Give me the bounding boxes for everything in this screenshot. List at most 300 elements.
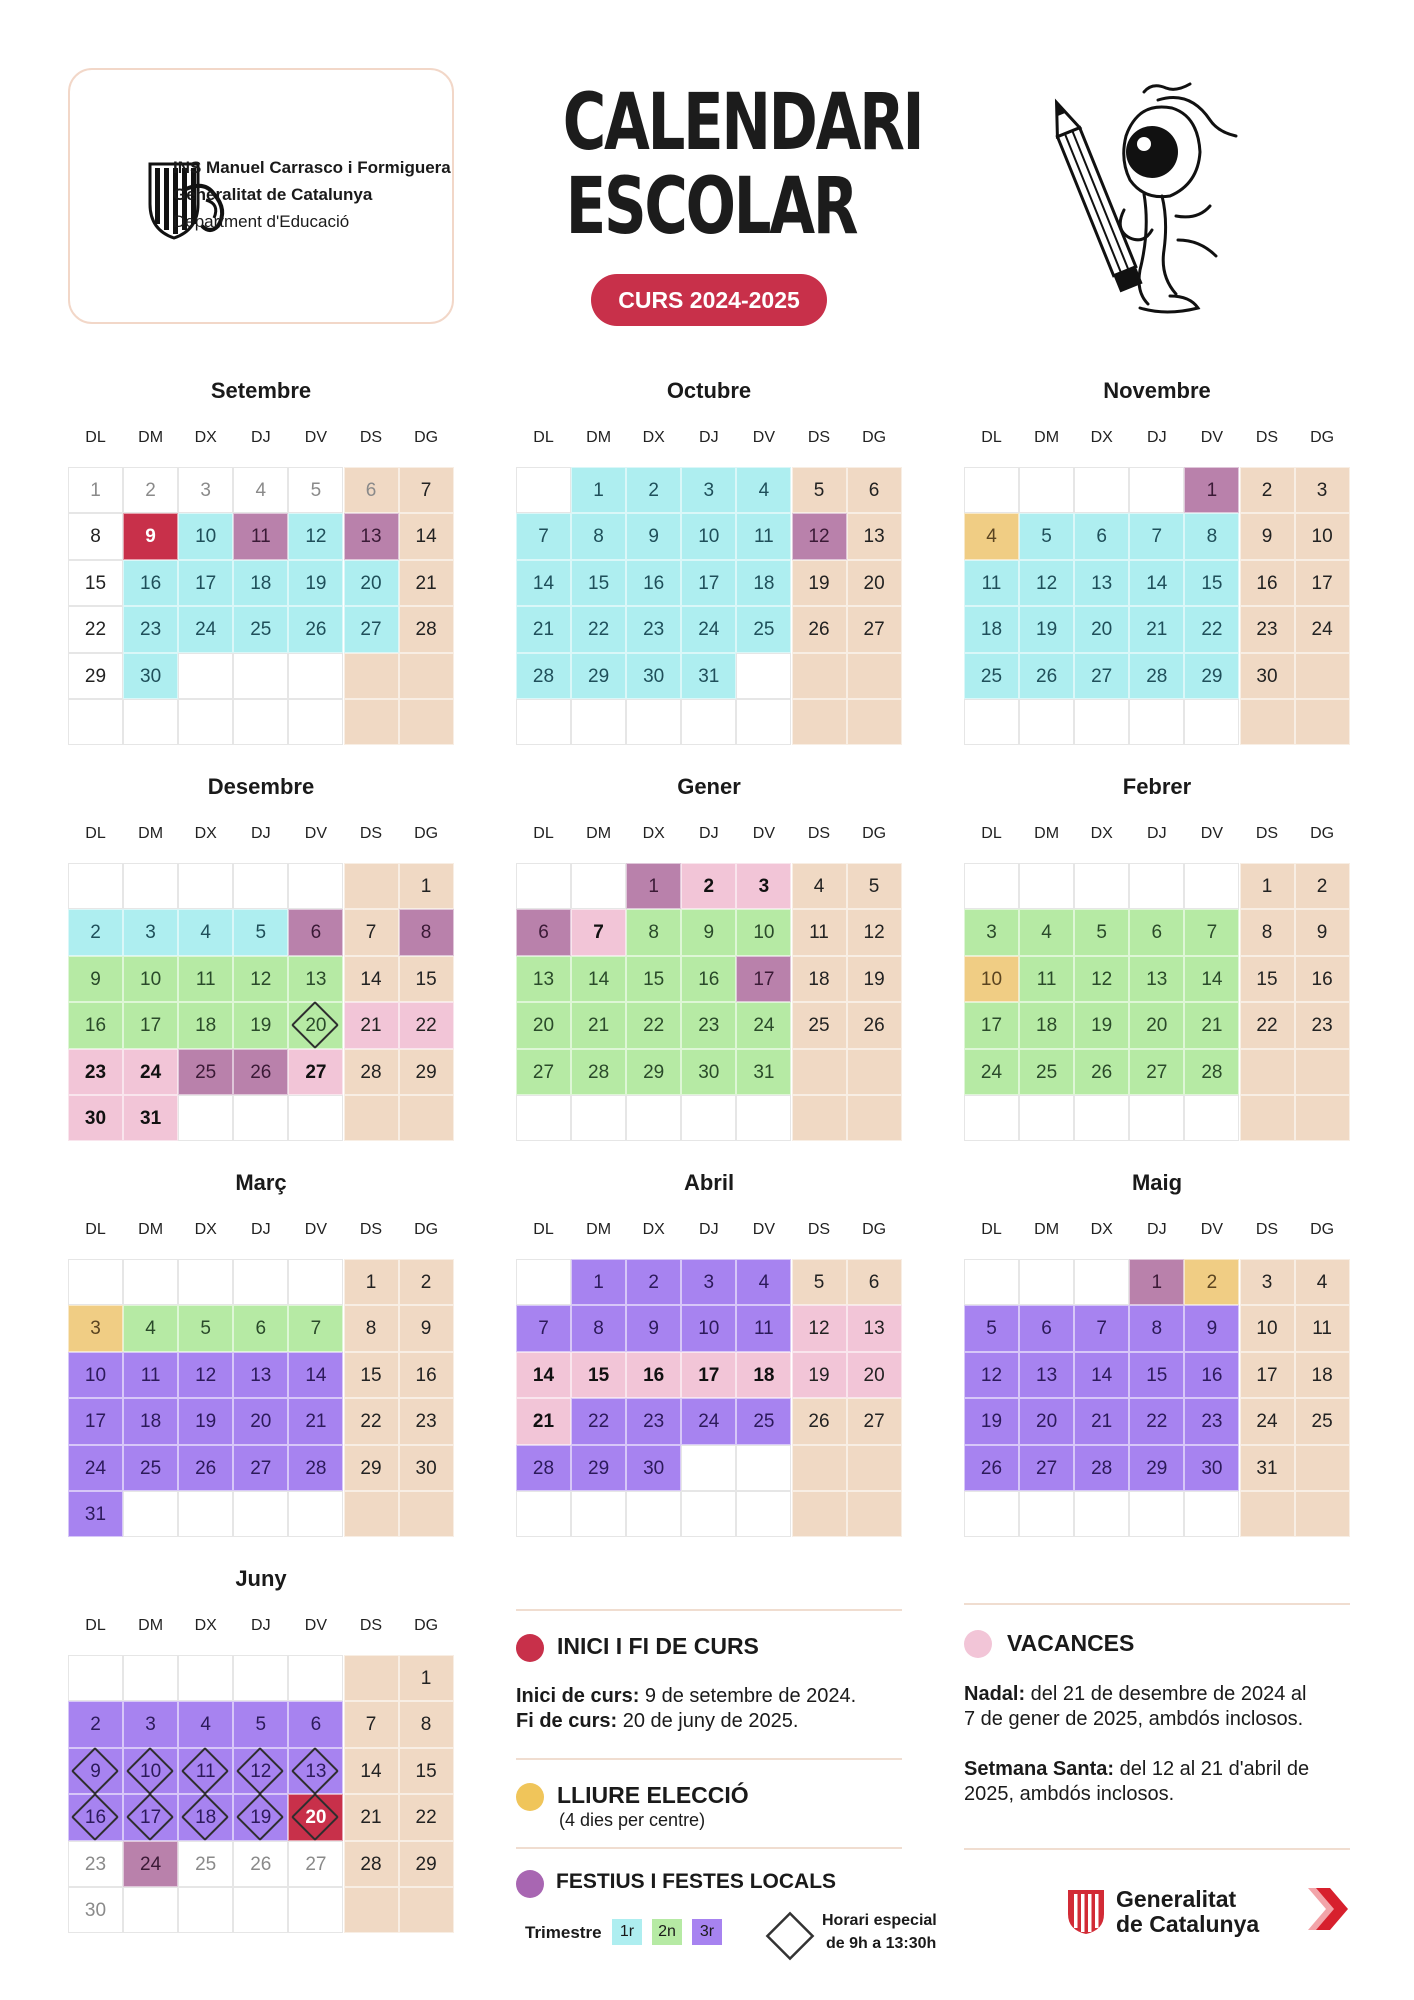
weekday-label: DJ	[699, 1221, 719, 1238]
day-cell	[571, 1305, 626, 1351]
day-cell	[68, 1887, 123, 1933]
day-cell	[571, 560, 626, 606]
day-number: 24	[1311, 619, 1333, 641]
day-number: 13	[360, 526, 382, 548]
day-cell	[344, 1398, 399, 1444]
weekday-label: DV	[752, 429, 775, 446]
day-number: 17	[1256, 1364, 1278, 1386]
weekday-label: DL	[981, 1221, 1002, 1238]
day-cell	[68, 653, 123, 699]
day-number: 27	[305, 1853, 327, 1875]
santa-line1	[964, 1757, 1309, 1782]
day-number: 12	[195, 1364, 217, 1386]
inici-value: 9 de setembre de 2024.	[639, 1685, 857, 1707]
empty-cell	[1129, 1095, 1184, 1141]
day-cell	[1074, 1352, 1129, 1398]
day-number: 18	[980, 619, 1003, 641]
day-number: 7	[593, 922, 604, 944]
day-cell	[847, 560, 902, 606]
day-number: 22	[643, 1015, 665, 1037]
day-number: 8	[1206, 526, 1218, 548]
day-cell	[68, 1049, 123, 1095]
day-number: 23	[84, 1853, 107, 1875]
empty-cell	[792, 1049, 847, 1095]
day-number: 20	[1036, 1411, 1058, 1433]
day-cell	[1184, 606, 1239, 652]
day-number: 21	[1201, 1015, 1223, 1037]
day-number: 11	[1036, 968, 1057, 990]
empty-cell	[233, 1095, 288, 1141]
day-number: 3	[758, 876, 770, 897]
day-number: 14	[360, 1760, 382, 1782]
empty-cell	[399, 699, 454, 745]
day-number: 1	[648, 876, 659, 897]
day-number: 6	[1096, 526, 1107, 548]
day-cell	[68, 513, 123, 559]
day-cell	[1240, 467, 1295, 513]
day-number: 31	[84, 1504, 107, 1525]
day-number: 30	[84, 1108, 107, 1129]
day-cell	[626, 956, 681, 1002]
day-number: 5	[255, 922, 267, 944]
empty-cell	[516, 1491, 571, 1537]
santa-value: del 12 al 21 d'abril de	[1114, 1758, 1310, 1780]
day-cell	[399, 467, 454, 513]
day-cell	[1019, 560, 1074, 606]
day-cell	[1184, 467, 1239, 513]
day-number: 18	[140, 1411, 162, 1433]
day-cell	[123, 1841, 178, 1887]
day-cell	[399, 1352, 454, 1398]
day-cell	[1129, 653, 1184, 699]
day-number: 14	[360, 968, 382, 990]
day-number: 10	[195, 526, 217, 548]
day-cell	[1019, 606, 1074, 652]
day-cell	[626, 1352, 681, 1398]
day-cell	[68, 560, 123, 606]
empty-cell	[1184, 1491, 1239, 1537]
day-number: 20	[305, 1015, 327, 1037]
day-cell	[681, 1305, 736, 1351]
day-number: 24	[84, 1457, 107, 1479]
day-cell	[68, 1095, 123, 1141]
day-number: 13	[250, 1364, 272, 1386]
day-number: 11	[195, 1760, 216, 1782]
weekday-label: DG	[414, 825, 439, 842]
day-number: 3	[703, 480, 715, 501]
day-cell	[1184, 560, 1239, 606]
day-number: 6	[868, 480, 880, 501]
day-number: 25	[250, 619, 272, 641]
day-cell	[233, 1701, 288, 1747]
day-cell	[626, 513, 681, 559]
month-title: Novembre	[1103, 378, 1211, 403]
day-cell	[399, 1655, 454, 1701]
day-cell	[123, 956, 178, 1002]
day-number: 22	[588, 619, 610, 641]
empty-cell	[964, 699, 1019, 745]
day-cell	[123, 909, 178, 955]
empty-cell	[288, 653, 343, 699]
day-number: 26	[863, 1015, 885, 1037]
day-number: 30	[1201, 1457, 1223, 1479]
day-cell	[516, 1445, 571, 1491]
weekday-label: DL	[85, 825, 106, 842]
weekday-label: DS	[807, 825, 831, 842]
day-cell	[571, 1049, 626, 1095]
day-number: 18	[753, 1364, 775, 1386]
day-cell	[1240, 606, 1295, 652]
day-number: 16	[415, 1364, 437, 1386]
day-number: 15	[588, 1364, 610, 1386]
day-cell	[178, 1002, 233, 1048]
day-cell	[68, 1398, 123, 1444]
day-cell	[1019, 1398, 1074, 1444]
day-number: 13	[863, 1318, 885, 1340]
day-number: 25	[753, 1411, 775, 1433]
day-number: 28	[305, 1457, 327, 1479]
day-cell	[288, 1049, 343, 1095]
day-number: 20	[532, 1015, 555, 1037]
day-number: 29	[588, 1457, 610, 1479]
day-number: 4	[145, 1318, 156, 1340]
day-number: 27	[360, 619, 382, 641]
day-cell	[344, 1002, 399, 1048]
day-number: 6	[365, 480, 377, 501]
page-title-line1: CALENDARI	[562, 78, 923, 168]
day-number: 5	[200, 1318, 211, 1340]
generalitat-logo-icon	[1066, 1888, 1106, 1936]
day-cell	[344, 1794, 399, 1840]
day-cell	[1184, 1305, 1239, 1351]
day-cell	[123, 1701, 178, 1747]
day-number: 13	[1091, 572, 1113, 594]
day-cell	[288, 1794, 343, 1840]
day-cell	[681, 1398, 736, 1444]
weekday-label: DM	[138, 429, 164, 446]
day-cell	[736, 467, 791, 513]
day-cell	[847, 1002, 902, 1048]
empty-cell	[516, 1095, 571, 1141]
day-cell	[516, 1002, 571, 1048]
weekday-label: DM	[1034, 1221, 1060, 1238]
day-number: 17	[84, 1411, 107, 1433]
day-number: 11	[754, 526, 774, 548]
day-cell	[178, 1445, 233, 1491]
empty-cell	[681, 1445, 736, 1491]
day-number: 21	[532, 1411, 555, 1433]
day-number: 17	[980, 1015, 1003, 1037]
day-number: 31	[698, 665, 720, 687]
day-cell	[1295, 467, 1350, 513]
day-cell	[626, 606, 681, 652]
day-number: 14	[532, 1364, 555, 1386]
weekday-label: DS	[1255, 1221, 1279, 1238]
day-number: 18	[753, 572, 775, 594]
day-number: 20	[250, 1411, 272, 1433]
empty-cell	[344, 653, 399, 699]
empty-cell	[1240, 1095, 1295, 1141]
day-number: 6	[1041, 1318, 1052, 1340]
day-cell	[792, 513, 847, 559]
day-cell	[1129, 1305, 1184, 1351]
weekday-label: DJ	[251, 1617, 271, 1634]
day-cell	[626, 909, 681, 955]
day-number: 28	[532, 665, 555, 687]
day-cell	[399, 863, 454, 909]
weekday-label: DM	[586, 1221, 612, 1238]
day-number: 7	[538, 1318, 549, 1340]
day-number: 16	[84, 1807, 107, 1829]
empty-cell	[178, 699, 233, 745]
empty-cell	[1019, 467, 1074, 513]
day-cell	[288, 513, 343, 559]
day-number: 24	[1256, 1411, 1278, 1433]
day-cell	[344, 467, 399, 513]
festius-dot-icon	[516, 1870, 544, 1898]
empty-cell	[233, 863, 288, 909]
weekday-label: DL	[85, 1617, 106, 1634]
day-cell	[792, 467, 847, 513]
day-number: 24	[140, 1061, 162, 1083]
day-number: 2	[648, 1272, 659, 1293]
day-number: 17	[140, 1807, 162, 1829]
empty-cell	[626, 699, 681, 745]
day-number: 9	[648, 1318, 659, 1340]
day-number: 7	[365, 1714, 377, 1736]
day-cell	[123, 1305, 178, 1351]
weekday-label: DX	[1090, 825, 1113, 842]
day-cell	[123, 1445, 178, 1491]
day-number: 21	[415, 572, 437, 594]
day-number: 6	[1151, 922, 1163, 944]
empty-cell	[1019, 863, 1074, 909]
day-cell	[288, 1748, 343, 1794]
day-number: 19	[808, 572, 830, 594]
day-number: 12	[1091, 968, 1113, 990]
day-cell	[1295, 909, 1350, 955]
month-title: Juny	[235, 1566, 287, 1591]
weekday-label: DS	[1255, 429, 1279, 446]
month-title: Abril	[683, 1170, 735, 1195]
day-cell	[964, 1305, 1019, 1351]
inici-label: Inici de curs:	[516, 1685, 640, 1707]
weekday-label: DM	[138, 1221, 164, 1238]
day-cell	[1019, 1352, 1074, 1398]
day-cell	[571, 1445, 626, 1491]
day-cell	[1129, 1002, 1184, 1048]
day-cell	[288, 606, 343, 652]
weekday-label: DV	[304, 429, 327, 446]
empty-cell	[1074, 699, 1129, 745]
empty-cell	[68, 1259, 123, 1305]
day-cell	[123, 513, 178, 559]
day-number: 1	[1206, 480, 1218, 501]
day-number: 8	[90, 526, 101, 548]
empty-cell	[68, 699, 123, 745]
day-cell	[736, 513, 791, 559]
day-number: 25	[1036, 1061, 1058, 1083]
day-cell	[964, 1049, 1019, 1095]
day-number: 14	[532, 572, 555, 594]
day-cell	[288, 1445, 343, 1491]
weekday-label: DL	[533, 825, 554, 842]
empty-cell	[123, 863, 178, 909]
day-number: 11	[981, 572, 1002, 594]
day-cell	[178, 1049, 233, 1095]
day-cell	[344, 1259, 399, 1305]
empty-cell	[792, 699, 847, 745]
day-number: 27	[305, 1061, 327, 1083]
day-cell	[847, 1259, 902, 1305]
weekday-label: DX	[194, 429, 217, 446]
weekday-label: DG	[1310, 429, 1335, 446]
day-number: 20	[1091, 619, 1113, 641]
day-cell	[626, 653, 681, 699]
day-cell	[288, 560, 343, 606]
day-cell	[681, 863, 736, 909]
day-number: 14	[588, 968, 610, 990]
day-cell	[1295, 513, 1350, 559]
day-number: 15	[84, 572, 107, 594]
day-cell	[1184, 653, 1239, 699]
day-number: 16	[1311, 968, 1333, 990]
tri-3-chip: 3r	[692, 1919, 722, 1945]
day-number: 26	[305, 619, 327, 641]
day-cell	[1240, 1398, 1295, 1444]
day-cell	[626, 467, 681, 513]
day-number: 21	[1091, 1411, 1113, 1433]
day-number: 4	[1041, 922, 1052, 944]
empty-cell	[1240, 1049, 1295, 1095]
empty-cell	[344, 1095, 399, 1141]
weekday-label: DJ	[251, 825, 271, 842]
day-cell	[344, 1305, 399, 1351]
day-number: 23	[1311, 1015, 1333, 1037]
day-number: 23	[643, 1411, 665, 1433]
day-cell	[516, 1398, 571, 1444]
weekday-label: DL	[981, 825, 1002, 842]
day-cell	[399, 1305, 454, 1351]
day-number: 27	[1146, 1061, 1168, 1083]
day-cell	[626, 1398, 681, 1444]
weekday-label: DG	[862, 1221, 887, 1238]
day-cell	[233, 956, 288, 1002]
day-number: 27	[1036, 1457, 1058, 1479]
empty-cell	[1240, 1491, 1295, 1537]
empty-cell	[1129, 467, 1184, 513]
day-cell	[1240, 560, 1295, 606]
day-number: 28	[1201, 1061, 1223, 1083]
day-cell	[1019, 1049, 1074, 1095]
day-number: 23	[415, 1411, 437, 1433]
day-number: 2	[648, 480, 659, 501]
day-cell	[847, 467, 902, 513]
day-number: 2	[703, 876, 715, 897]
weekday-label: DL	[85, 429, 106, 446]
day-cell	[68, 1841, 123, 1887]
day-cell	[1240, 653, 1295, 699]
day-cell	[1240, 1305, 1295, 1351]
day-number: 26	[808, 1411, 830, 1433]
day-number: 5	[310, 480, 322, 501]
santa-line2: 2025, ambdós inclosos.	[964, 1783, 1175, 1805]
day-number: 2	[1316, 876, 1328, 897]
day-number: 15	[360, 1364, 382, 1386]
day-cell	[1129, 1352, 1184, 1398]
day-cell	[399, 1398, 454, 1444]
weekday-label: DM	[1034, 429, 1060, 446]
day-cell	[399, 560, 454, 606]
day-cell	[68, 1491, 123, 1537]
day-cell	[1074, 909, 1129, 955]
day-number: 3	[986, 922, 997, 944]
day-number: 17	[1311, 572, 1333, 594]
day-cell	[123, 653, 178, 699]
day-cell	[344, 513, 399, 559]
day-number: 21	[532, 619, 555, 641]
weekday-label: DG	[862, 429, 887, 446]
day-cell	[1019, 653, 1074, 699]
day-number: 27	[1091, 665, 1113, 687]
day-number: 1	[90, 480, 101, 501]
day-number: 18	[808, 968, 830, 990]
day-cell	[736, 1352, 791, 1398]
day-number: 1	[593, 1272, 604, 1293]
day-number: 12	[1036, 572, 1058, 594]
day-cell	[288, 1352, 343, 1398]
empty-cell	[68, 863, 123, 909]
generalitat-line1: Generalitat	[1116, 1886, 1237, 1912]
day-number: 17	[195, 572, 217, 594]
day-number: 11	[754, 1318, 774, 1340]
day-cell	[233, 560, 288, 606]
day-cell	[1240, 956, 1295, 1002]
weekday-label: DV	[1200, 429, 1223, 446]
day-cell	[344, 1049, 399, 1095]
day-cell	[233, 1841, 288, 1887]
day-number: 24	[698, 619, 720, 641]
weekday-label: DG	[414, 1617, 439, 1634]
day-cell	[847, 513, 902, 559]
day-cell	[1240, 1002, 1295, 1048]
empty-cell	[847, 1445, 902, 1491]
day-number: 8	[593, 1318, 604, 1340]
page-title-line2: ESCOLAR	[565, 162, 857, 252]
empty-cell	[399, 653, 454, 699]
legend-divider	[516, 1758, 902, 1760]
empty-cell	[681, 699, 736, 745]
day-cell	[1129, 1049, 1184, 1095]
day-cell	[571, 606, 626, 652]
day-cell	[1240, 909, 1295, 955]
day-number: 5	[986, 1318, 997, 1340]
empty-cell	[178, 1259, 233, 1305]
empty-cell	[178, 1095, 233, 1141]
day-number: 16	[1256, 572, 1278, 594]
day-cell	[68, 909, 123, 955]
day-number: 10	[84, 1364, 107, 1386]
empty-cell	[123, 1259, 178, 1305]
empty-cell	[123, 699, 178, 745]
day-cell	[1184, 1049, 1239, 1095]
day-number: 23	[643, 619, 665, 641]
day-number: 8	[1151, 1318, 1163, 1340]
day-cell	[1184, 956, 1239, 1002]
empty-cell	[626, 1095, 681, 1141]
vacances-dot-icon	[964, 1630, 992, 1658]
day-cell	[681, 606, 736, 652]
